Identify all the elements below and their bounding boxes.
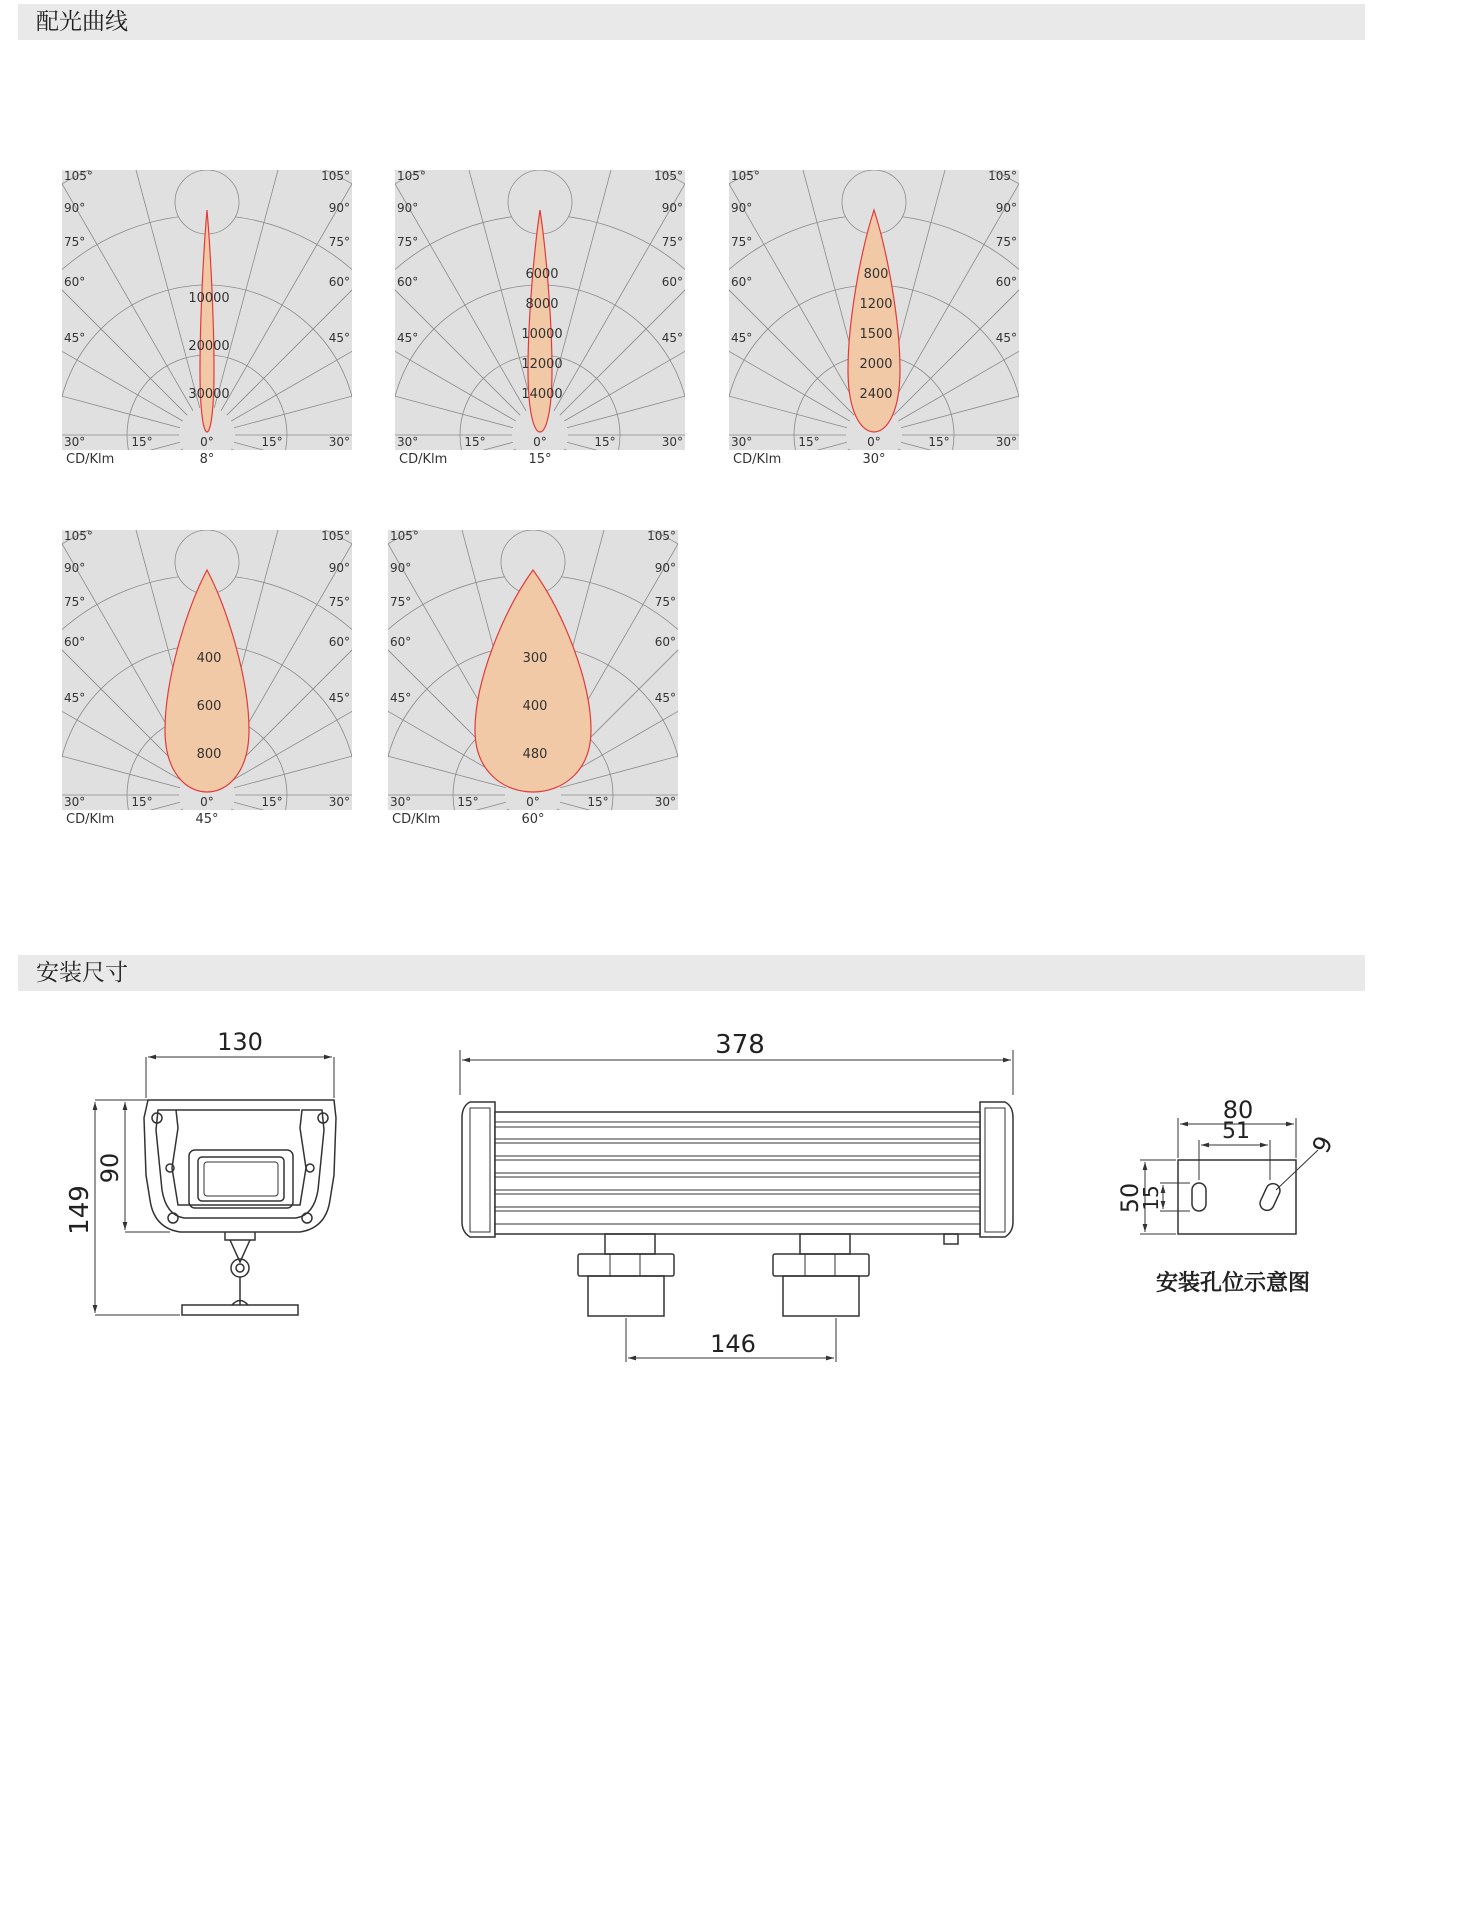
radial-value-label: 600 (196, 699, 222, 714)
beam-angle-label: 45° (195, 812, 219, 827)
radial-value-label: 400 (196, 651, 222, 666)
side-height-total-label: 149 (65, 1185, 95, 1235)
radial-value-label: 1500 (859, 327, 893, 342)
angle-label-bottom: 0° (200, 795, 214, 809)
unit-label: CD/Klm (66, 452, 115, 467)
beam-angle-label: 30° (862, 452, 886, 467)
angle-label-right: 105° (647, 530, 676, 543)
angle-label-bottom: 30° (390, 795, 412, 809)
angle-label-bottom: 30° (654, 795, 676, 809)
angle-label-right: 105° (988, 170, 1017, 183)
angle-label-bottom: 15° (131, 435, 153, 449)
angle-label-left: 45° (390, 691, 412, 705)
angle-label-bottom: 30° (661, 435, 683, 449)
angle-label-right: 60° (995, 275, 1017, 289)
radial-value-label: 800 (863, 267, 889, 282)
radial-value-label: 1200 (859, 297, 893, 312)
angle-label-right: 90° (995, 201, 1017, 215)
radial-value-label: 10000 (521, 327, 563, 342)
angle-label-bottom: 15° (131, 795, 153, 809)
angle-label-left: 90° (731, 201, 753, 215)
angle-label-bottom: 0° (533, 435, 547, 449)
angle-label-right: 45° (328, 331, 350, 345)
radial-value-label: 400 (522, 699, 548, 714)
radial-value-label: 10000 (188, 291, 230, 306)
angle-label-right: 75° (661, 235, 683, 249)
angle-label-left: 45° (397, 331, 419, 345)
angle-label-left: 105° (64, 530, 93, 543)
angle-label-right: 75° (328, 235, 350, 249)
angle-label-bottom: 15° (928, 435, 950, 449)
angle-label-right: 90° (328, 561, 350, 575)
front-length-label: 378 (715, 1030, 765, 1060)
angle-label-right: 105° (321, 170, 350, 183)
side-view-drawing (95, 1057, 336, 1315)
radial-value-label: 300 (522, 651, 548, 666)
angle-label-bottom: 30° (995, 435, 1017, 449)
angle-label-left: 75° (64, 235, 86, 249)
installation-dimensions-title: 安装尺寸 (36, 960, 128, 986)
angle-label-left: 60° (397, 275, 419, 289)
angle-label-right: 75° (328, 595, 350, 609)
angle-label-bottom: 15° (457, 795, 479, 809)
front-view-drawing (460, 1050, 1013, 1362)
angle-label-left: 105° (64, 170, 93, 183)
angle-label-bottom: 15° (594, 435, 616, 449)
hole-layout-caption: 安装孔位示意图 (1155, 1271, 1311, 1296)
light-distribution-title: 配光曲线 (36, 9, 128, 35)
bracket-spacing-label: 146 (710, 1330, 756, 1358)
angle-label-left: 105° (390, 530, 419, 543)
angle-label-left: 60° (64, 275, 86, 289)
angle-label-bottom: 0° (200, 435, 214, 449)
angle-label-bottom: 15° (261, 435, 283, 449)
unit-label: CD/Klm (392, 812, 441, 827)
radial-value-label: 8000 (525, 297, 559, 312)
radial-value-label: 800 (196, 747, 222, 762)
angle-label-bottom: 0° (867, 435, 881, 449)
angle-label-right: 60° (328, 635, 350, 649)
angle-label-left: 75° (397, 235, 419, 249)
angle-label-left: 45° (731, 331, 753, 345)
angle-label-left: 60° (731, 275, 753, 289)
angle-label-right: 75° (995, 235, 1017, 249)
angle-label-right: 90° (328, 201, 350, 215)
angle-label-bottom: 15° (261, 795, 283, 809)
angle-label-bottom: 30° (64, 795, 86, 809)
angle-label-right: 90° (661, 201, 683, 215)
unit-label: CD/Klm (733, 452, 782, 467)
angle-label-left: 90° (64, 201, 86, 215)
beam-angle-label: 60° (521, 812, 545, 827)
angle-label-bottom: 15° (798, 435, 820, 449)
hole-width-label: 80 (1222, 1096, 1254, 1124)
angle-label-bottom: 15° (464, 435, 486, 449)
hole-diameter-label: 9 (1306, 1131, 1339, 1158)
angle-label-left: 45° (64, 691, 86, 705)
angle-label-right: 45° (661, 331, 683, 345)
side-width-label: 130 (217, 1028, 263, 1056)
hole-spacing-label: 51 (1222, 1119, 1250, 1144)
angle-label-bottom: 30° (328, 795, 350, 809)
angle-label-right: 60° (328, 275, 350, 289)
angle-label-right: 45° (328, 691, 350, 705)
beam-angle-label: 8° (199, 452, 215, 467)
angle-label-bottom: 30° (328, 435, 350, 449)
angle-label-right: 60° (654, 635, 676, 649)
unit-label: CD/Klm (399, 452, 448, 467)
angle-label-bottom: 30° (731, 435, 753, 449)
radial-value-label: 2000 (859, 357, 893, 372)
angle-label-right: 60° (661, 275, 683, 289)
angle-label-bottom: 0° (526, 795, 540, 809)
radial-value-label: 14000 (521, 387, 563, 402)
angle-label-left: 90° (390, 561, 412, 575)
radial-value-label: 480 (522, 747, 548, 762)
hole-height-label: 50 (1116, 1182, 1144, 1214)
unit-label: CD/Klm (66, 812, 115, 827)
angle-label-left: 75° (64, 595, 86, 609)
radial-value-label: 2400 (859, 387, 893, 402)
angle-label-bottom: 30° (397, 435, 419, 449)
angle-label-right: 45° (654, 691, 676, 705)
radial-value-label: 6000 (525, 267, 559, 282)
angle-label-left: 75° (731, 235, 753, 249)
angle-label-bottom: 30° (64, 435, 86, 449)
angle-label-right: 45° (995, 331, 1017, 345)
radial-value-label: 12000 (521, 357, 563, 372)
angle-label-right: 105° (321, 530, 350, 543)
angle-label-bottom: 15° (587, 795, 609, 809)
angle-label-left: 75° (390, 595, 412, 609)
angle-label-right: 105° (654, 170, 683, 183)
angle-label-left: 90° (64, 561, 86, 575)
angle-label-left: 60° (390, 635, 412, 649)
beam-angle-label: 15° (528, 452, 552, 467)
side-height-body-label: 90 (96, 1152, 124, 1184)
angle-label-left: 45° (64, 331, 86, 345)
angle-label-right: 90° (654, 561, 676, 575)
radial-value-label: 20000 (188, 339, 230, 354)
hole-offset-label: 15 (1139, 1185, 1163, 1211)
angle-label-left: 105° (731, 170, 760, 183)
angle-label-left: 90° (397, 201, 419, 215)
radial-value-label: 30000 (188, 387, 230, 402)
angle-label-right: 75° (654, 595, 676, 609)
angle-label-left: 105° (397, 170, 426, 183)
angle-label-left: 60° (64, 635, 86, 649)
